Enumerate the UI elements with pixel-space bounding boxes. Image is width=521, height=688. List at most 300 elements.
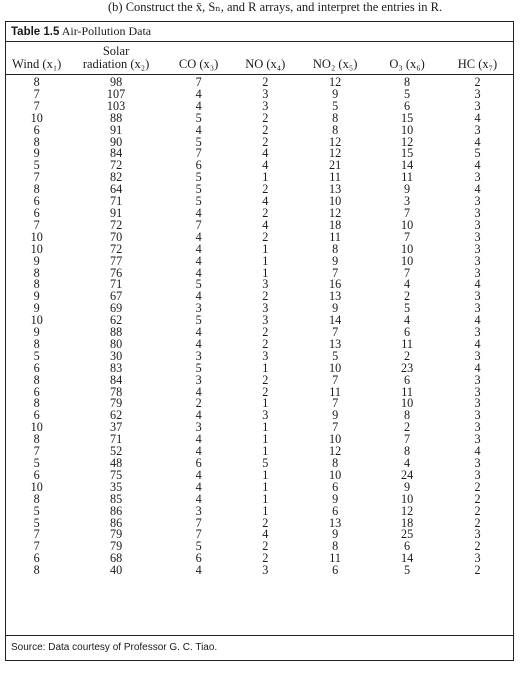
table-cell: 4 [195,241,202,256]
table-cell: 84 [109,146,123,161]
table-cell: 1 [262,241,269,256]
table-cell: 3 [474,205,481,220]
table-cell: 10 [401,122,414,137]
table-cell: 6 [33,360,40,375]
table-cell: 5 [195,110,202,125]
table-cell: 7 [33,539,40,554]
table-cell: 2 [474,479,481,494]
table-cell: 1 [262,432,269,447]
column-header-o3: O₃ (x₆) [372,42,442,75]
table-row [6,256,513,268]
table-cell: 2 [262,75,269,89]
table-cell: 6 [195,158,202,173]
table-cell: 2 [262,539,269,554]
table-cell: 4 [404,277,411,292]
table-row [6,303,513,315]
table-cell: 9 [404,182,411,197]
table-cell: 12 [329,134,342,149]
table-cell: 6 [33,384,40,399]
table-cell: 9 [33,253,40,268]
table-cell: 3 [474,325,481,340]
table-cell: 24 [401,467,414,482]
table-cell: 18 [401,515,414,530]
table-cell: 2 [262,551,269,566]
table-cell: 10 [30,241,43,256]
table-cell: 4 [195,479,202,494]
table-row [6,208,513,220]
table-cell: 98 [109,75,123,89]
table-row [6,458,513,470]
table-row [6,363,513,375]
table-cell: 4 [195,444,202,459]
column-header-hc: HC (x₇) [442,42,513,75]
table-cell: 4 [262,527,269,542]
table-cell: 4 [474,110,481,125]
table-cell: 48 [109,456,123,470]
table-cell: 4 [262,194,269,209]
table-row [6,172,513,184]
table-cell: 62 [109,408,123,423]
table-cell: 64 [109,182,123,197]
table-cell: 9 [33,289,40,304]
table-cell: 4 [195,325,202,340]
table-cell: 4 [474,313,481,328]
table-cell: 23 [401,360,414,375]
table-cell: 3 [474,289,481,304]
table-cell: 2 [404,289,411,304]
table-cell: 4 [195,86,202,101]
table-cell: 4 [404,313,411,328]
table-cell: 9 [332,527,339,542]
table-cell: 3 [474,551,481,566]
table-cell: 5 [33,503,40,518]
table-cell: 11 [329,384,341,399]
table-row [6,375,513,387]
table-cell: 11 [401,336,413,351]
table-cell: 12 [329,75,342,89]
table-cell: 4 [195,384,202,399]
table-cell: 9 [332,86,339,101]
table-cell: 4 [262,146,269,161]
table-cell: 4 [195,491,202,506]
table-cell: 4 [195,467,202,482]
table-cell: 7 [33,444,40,459]
table-row [6,446,513,458]
table-cell: 3 [474,408,481,423]
table-cell: 3 [262,408,269,423]
table-row [6,232,513,244]
table-cell: 3 [474,86,481,101]
column-header-co: CO (x₃) [165,42,233,75]
table-cell: 4 [262,217,269,232]
table-cell: 7 [195,527,202,542]
table-source-note: Source: Data courtesy of Professor G. C. Tiao. [6,635,513,660]
table-row [6,101,513,113]
table-cell: 90 [109,134,123,149]
table-cell: 10 [329,194,342,209]
table-cell: 9 [332,491,339,506]
table-row [6,113,513,125]
table-cell: 9 [332,301,339,316]
table-cell: 3 [474,432,481,447]
table-cell: 4 [474,158,481,173]
table-cell: 79 [109,527,123,542]
table-cell: 3 [474,122,481,137]
table-cell: 8 [33,563,40,578]
table-cell: 2 [262,289,269,304]
table-cell: 2 [262,122,269,137]
table-cell: 2 [262,205,269,220]
table-row [6,339,513,351]
table-row [6,422,513,434]
column-header-no: NO (x₄) [232,42,298,75]
table-cell: 3 [195,301,202,316]
table-cell: 8 [332,456,339,470]
table-cell: 11 [329,229,341,244]
table-cell: 10 [401,253,414,268]
table-cell: 80 [109,336,123,351]
table-cell: 2 [474,491,481,506]
table-cell: 8 [33,134,40,149]
table-cell: 5 [195,134,202,149]
table-cell: 10 [30,313,43,328]
table-cell: 3 [262,313,269,328]
table-cell: 7 [33,527,40,542]
table-row [6,244,513,256]
air-pollution-table [6,42,513,577]
table-cell: 91 [109,205,123,220]
table-cell: 8 [33,432,40,447]
table-cell: 7 [332,265,339,280]
table-cell: 1 [262,444,269,459]
table-cell: 10 [329,360,342,375]
table-cell: 4 [474,336,481,351]
table-cell: 3 [262,98,269,113]
table-cell: 6 [33,194,40,209]
table-cell: 5 [404,301,411,316]
air-pollution-table-container [5,21,514,661]
table-cell: 69 [109,301,123,316]
table-cell: 10 [30,229,43,244]
table-cell: 3 [262,563,269,578]
table-row [6,148,513,160]
table-cell: 15 [401,110,414,125]
table-row [6,137,513,149]
table-cell: 7 [33,170,40,185]
table-cell: 8 [33,182,40,197]
table-row [6,291,513,303]
table-cell: 4 [195,265,202,280]
table-cell: 3 [474,253,481,268]
table-cell: 84 [109,372,123,387]
table-cell: 9 [33,325,40,340]
table-row [6,220,513,232]
table-cell: 4 [195,229,202,244]
table-cell: 72 [109,158,123,173]
table-cell: 4 [195,289,202,304]
table-cell: 4 [195,432,202,447]
table-cell: 6 [332,503,339,518]
table-row [6,160,513,172]
table-cell: 5 [404,563,411,578]
table-cell: 3 [262,86,269,101]
table-cell: 12 [401,503,414,518]
table-cell: 78 [109,384,123,399]
table-cell: 88 [109,325,123,340]
table-cell: 10 [30,420,43,435]
table-cell: 5 [195,360,202,375]
table-cell: 10 [30,479,43,494]
table-cell: 21 [329,158,342,173]
table-cell: 7 [404,205,411,220]
table-cell: 3 [262,301,269,316]
table-cell: 103 [106,98,126,113]
table-body [6,75,513,578]
table-cell: 5 [195,313,202,328]
table-cell: 75 [109,467,123,482]
exercise-instruction: (b) Construct the x̄, Sₙ, and R arrays, and interpret the entries in R. [108,0,443,14]
table-cell: 76 [109,265,123,280]
table-cell: 5 [262,456,269,470]
table-cell: 7 [33,217,40,232]
table-cell: 2 [404,420,411,435]
table-row [6,89,513,101]
table-cell: 7 [404,229,411,244]
table-cell: 9 [332,253,339,268]
table-cell: 3 [195,503,202,518]
table-cell: 8 [332,110,339,125]
table-cell: 7 [33,98,40,113]
table-cell: 11 [401,384,413,399]
table-cell: 8 [33,491,40,506]
table-cell: 3 [474,456,481,470]
table-cell: 7 [195,146,202,161]
table-cell: 15 [401,146,414,161]
table-cell: 4 [195,336,202,351]
table-cell: 3 [474,170,481,185]
table-cell: 3 [474,229,481,244]
table-cell: 1 [262,420,269,435]
table-cell: 8 [33,336,40,351]
table-cell: 5 [195,277,202,292]
table-cell: 4 [195,205,202,220]
table-cell: 4 [195,98,202,113]
table-cell: 18 [329,217,342,232]
table-cell: 8 [33,372,40,387]
table-cell: 13 [329,336,342,351]
table-row [6,541,513,553]
table-cell: 14 [329,313,342,328]
table-cell: 71 [109,194,123,209]
table-cell: 3 [262,348,269,363]
table-cell: 6 [33,467,40,482]
column-header-solar-radiation: Solar radiation (x₂) [67,42,164,75]
table-cell: 35 [109,479,123,494]
table-cell: 3 [474,194,481,209]
table-row [6,398,513,410]
table-cell: 13 [329,515,342,530]
table-row [6,196,513,208]
table-cell: 7 [332,396,339,411]
table-cell: 5 [33,158,40,173]
table-row [6,434,513,446]
table-cell: 2 [474,515,481,530]
table-cell: 5 [332,98,339,113]
table-cell: 7 [332,372,339,387]
table-cell: 8 [33,396,40,411]
table-cell: 5 [195,170,202,185]
table-cell: 107 [106,86,126,101]
table-row [6,506,513,518]
table-cell: 13 [329,289,342,304]
table-cell: 4 [474,360,481,375]
table-cell: 1 [262,265,269,280]
table-row [6,518,513,530]
table-cell: 2 [474,563,481,578]
table-cell: 6 [195,551,202,566]
table-cell: 25 [401,527,414,542]
table-cell: 4 [195,253,202,268]
table-cell: 2 [262,515,269,530]
table-number: Table 1.5 [11,26,60,38]
table-cell: 1 [262,467,269,482]
table-cell: 4 [474,182,481,197]
table-row [6,494,513,506]
table-row [6,470,513,482]
table-cell: 82 [109,170,123,185]
table-cell: 2 [474,503,481,518]
table-row [6,553,513,565]
table-cell: 85 [109,491,123,506]
table-row [6,529,513,541]
table-cell: 7 [33,86,40,101]
table-cell: 86 [109,515,123,530]
table-row [6,315,513,327]
table-cell: 2 [262,134,269,149]
table-cell: 7 [195,515,202,530]
table-cell: 7 [404,432,411,447]
table-cell: 8 [404,408,411,423]
table-cell: 6 [332,479,339,494]
table-cell: 3 [474,217,481,232]
table-cell: 2 [195,396,202,411]
table-cell: 3 [474,241,481,256]
table-cell: 12 [329,205,342,220]
table-header-row [6,42,513,75]
table-cell: 4 [262,158,269,173]
table-cell: 77 [109,253,123,268]
table-cell: 2 [262,229,269,244]
table-cell: 8 [33,277,40,292]
table-cell: 3 [474,372,481,387]
table-cell: 16 [329,277,342,292]
column-header-no2: NO₂ (x₅) [298,42,372,75]
table-cell: 7 [332,420,339,435]
table-row [6,387,513,399]
table-cell: 1 [262,491,269,506]
table-cell: 2 [262,384,269,399]
table-cell: 12 [401,134,414,149]
table-cell: 3 [195,420,202,435]
table-cell: 86 [109,503,123,518]
table-cell: 4 [474,444,481,459]
table-cell: 71 [109,432,123,447]
table-cell: 2 [404,348,411,363]
table-cell: 4 [195,408,202,423]
table-cell: 9 [33,146,40,161]
table-cell: 9 [33,301,40,316]
table-cell: 2 [262,182,269,197]
table-cell: 3 [474,420,481,435]
table-cell: 71 [109,277,123,292]
table-cell: 6 [195,456,202,470]
table-row [6,327,513,339]
table-row [6,184,513,196]
table-cell: 3 [404,194,411,209]
table-cell: 3 [474,301,481,316]
table-cell: 8 [404,75,411,89]
table-cell: 10 [329,432,342,447]
table-cell: 2 [474,539,481,554]
table-cell: 30 [109,348,123,363]
table-cell: 72 [109,241,123,256]
table-cell: 10 [401,396,414,411]
table-row [6,410,513,422]
table-cell: 5 [33,515,40,530]
table-cell: 6 [33,122,40,137]
table-cell: 8 [332,539,339,554]
table-cell: 79 [109,539,123,554]
table-cell: 4 [195,563,202,578]
table-row [6,279,513,291]
table-cell: 6 [33,551,40,566]
table-cell: 40 [109,563,123,578]
table-cell: 3 [474,384,481,399]
table-cell: 5 [332,348,339,363]
table-row [6,268,513,280]
table-cell: 2 [262,325,269,340]
table-cell: 3 [195,348,202,363]
table-cell: 8 [33,75,40,89]
table-cell: 5 [33,348,40,363]
table-cell: 6 [404,325,411,340]
table-cell: 7 [404,265,411,280]
table-cell: 5 [195,539,202,554]
table-cell: 5 [195,182,202,197]
table-cell: 7 [332,325,339,340]
table-cell: 8 [33,265,40,280]
table-cell: 3 [474,98,481,113]
table-cell: 11 [329,551,341,566]
table-cell: 2 [262,336,269,351]
table-cell: 7 [195,75,202,89]
table-cell: 79 [109,396,123,411]
table-cell: 3 [195,372,202,387]
table-cell: 5 [33,456,40,470]
table-cell: 1 [262,503,269,518]
table-cell: 3 [262,277,269,292]
table-cell: 3 [474,527,481,542]
table-cell: 8 [332,122,339,137]
table-cell: 6 [33,408,40,423]
table-cell: 9 [404,479,411,494]
table-cell: 6 [404,98,411,113]
column-header-wind: Wind (x₁) [6,42,67,75]
table-row [6,75,513,89]
table-cell: 12 [329,146,342,161]
table-cell: 1 [262,479,269,494]
table-title: Air-Pollution Data [61,24,152,38]
